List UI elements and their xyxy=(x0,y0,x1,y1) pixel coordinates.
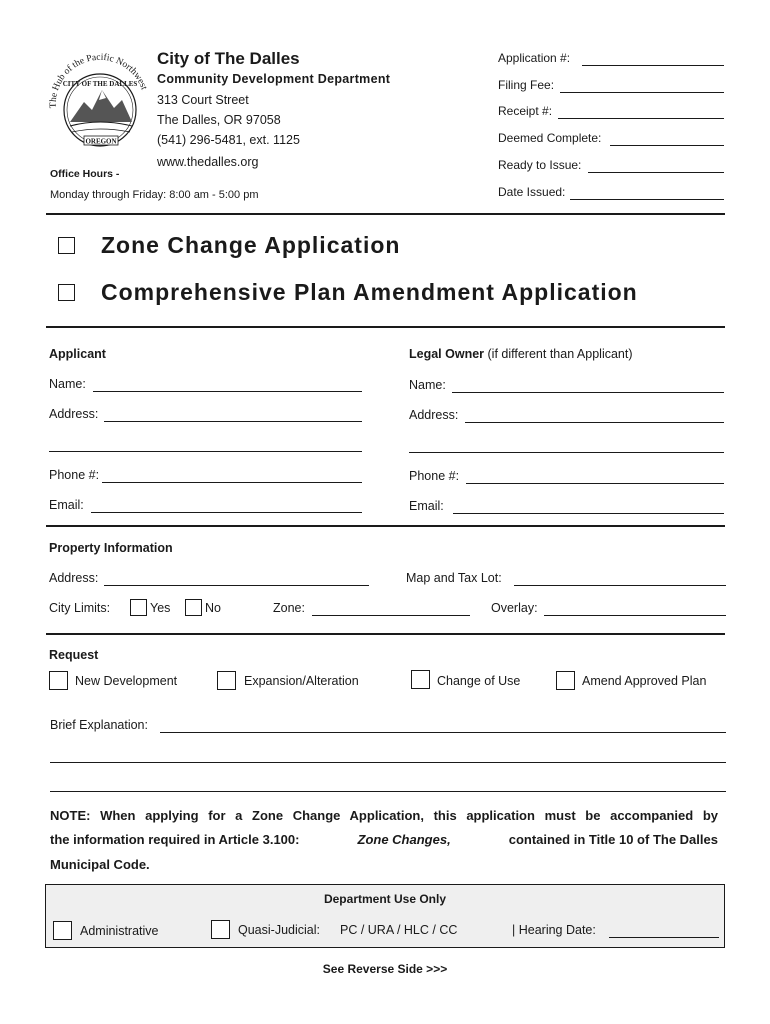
property-address-field[interactable] xyxy=(104,585,369,586)
zone-change-title: Zone Change Application xyxy=(101,232,401,258)
city-state-zip: The Dalles, OR 97058 xyxy=(157,113,281,127)
svg-text:OREGON: OREGON xyxy=(85,137,117,146)
applicant-phone-field[interactable] xyxy=(102,482,362,483)
city-limits-no-label: No xyxy=(205,601,221,615)
department-use-heading: Department Use Only xyxy=(323,892,447,906)
hearing-date-label: | Hearing Date: xyxy=(512,923,596,937)
request-heading: Request xyxy=(49,648,99,662)
note-line-2 xyxy=(50,832,718,847)
applicant-email-field[interactable] xyxy=(91,512,362,513)
owner-name-label: Name: xyxy=(409,378,446,392)
owner-address-field[interactable] xyxy=(465,422,724,423)
see-reverse-side: See Reverse Side >>> xyxy=(322,962,448,976)
office-field-label: Application #: xyxy=(498,51,571,65)
application-number-field[interactable] xyxy=(582,65,724,66)
overlay-label: Overlay: xyxy=(491,601,538,615)
note-line-2-a: the information required in Article 3.100: xyxy=(50,832,300,847)
brief-explanation-field-line3[interactable] xyxy=(50,791,726,792)
owner-address-label: Address: xyxy=(409,408,459,422)
date-issued-field[interactable] xyxy=(570,199,724,200)
titles-divider xyxy=(46,326,725,328)
office-hours: Monday through Friday: 8:00 am - 5:00 pm xyxy=(50,189,259,201)
property-divider xyxy=(46,633,725,635)
plan-amendment-title: Comprehensive Plan Amendment Application xyxy=(101,279,638,305)
zone-label: Zone: xyxy=(273,601,305,615)
city-limits-label: City Limits: xyxy=(49,601,111,615)
owner-email-field[interactable] xyxy=(453,513,724,514)
hearing-date-field[interactable] xyxy=(609,937,719,938)
applicant-name-label: Name: xyxy=(49,377,86,391)
owner-heading-group xyxy=(409,347,633,361)
receipt-number-field[interactable] xyxy=(558,118,724,119)
property-address-label: Address: xyxy=(49,571,99,585)
expansion-alteration-checkbox[interactable] xyxy=(217,671,236,690)
owner-address-field-line2[interactable] xyxy=(409,452,724,453)
city-seal-logo xyxy=(44,50,152,158)
administrative-checkbox[interactable] xyxy=(53,921,72,940)
brief-explanation-label: Brief Explanation: xyxy=(50,718,148,732)
department-name: Community Development Department xyxy=(157,72,391,86)
map-tax-lot-field[interactable] xyxy=(514,585,726,586)
amend-approved-plan-label: Amend Approved Plan xyxy=(582,674,707,688)
new-development-checkbox[interactable] xyxy=(49,671,68,690)
plan-amendment-checkbox[interactable] xyxy=(58,284,75,301)
applicant-email-label: Email: xyxy=(49,498,84,512)
note-line-3: Municipal Code. xyxy=(50,857,150,872)
expansion-alteration-label: Expansion/Alteration xyxy=(244,674,359,688)
property-heading: Property Information xyxy=(49,541,173,555)
change-of-use-label: Change of Use xyxy=(437,674,521,688)
quasi-judicial-checkbox[interactable] xyxy=(211,920,230,939)
office-field-label: Deemed Complete: xyxy=(498,131,602,145)
map-tax-lot-label: Map and Tax Lot: xyxy=(406,571,502,585)
note-line-2-emphasis: Zone Changes, xyxy=(357,832,451,847)
phone-number: (541) 296-5481, ext. 1125 xyxy=(157,133,300,147)
svg-text:The Hub of the Pacific Northwe: The Hub of the Pacific Northwest xyxy=(48,52,149,109)
new-development-label: New Development xyxy=(75,674,178,688)
applicant-divider xyxy=(46,525,725,527)
city-limits-yes-checkbox[interactable] xyxy=(130,599,147,616)
header-divider xyxy=(46,213,725,215)
website: www.thedalles.org xyxy=(157,155,259,169)
owner-name-field[interactable] xyxy=(452,392,724,393)
ready-to-issue-field[interactable] xyxy=(588,172,724,173)
city-name: City of The Dalles xyxy=(157,49,300,68)
change-of-use-checkbox[interactable] xyxy=(411,670,430,689)
note-line-1: NOTE: When applying for a Zone Change Application, this application must be accompanied by xyxy=(50,808,718,823)
office-field-label: Filing Fee: xyxy=(498,78,555,92)
svg-text:CITY OF THE DALLES: CITY OF THE DALLES xyxy=(62,80,138,88)
owner-heading: Legal Owner xyxy=(409,347,485,361)
brief-explanation-field-line2[interactable] xyxy=(50,762,726,763)
office-field-label: Ready to Issue: xyxy=(498,158,582,172)
city-limits-no-checkbox[interactable] xyxy=(185,599,202,616)
zone-change-checkbox[interactable] xyxy=(58,237,75,254)
zone-field[interactable] xyxy=(312,615,470,616)
applicant-address-label: Address: xyxy=(49,407,99,421)
applicant-name-field[interactable] xyxy=(93,391,362,392)
city-limits-yes-label: Yes xyxy=(150,601,171,615)
amend-approved-plan-checkbox[interactable] xyxy=(556,671,575,690)
owner-email-label: Email: xyxy=(409,499,444,513)
overlay-field[interactable] xyxy=(544,615,726,616)
quasi-judicial-label: Quasi-Judicial: xyxy=(238,923,320,937)
applicant-address-field-line2[interactable] xyxy=(49,451,362,452)
office-field-label: Date Issued: xyxy=(498,185,566,199)
applicant-heading: Applicant xyxy=(49,347,106,361)
owner-phone-field[interactable] xyxy=(466,483,724,484)
brief-explanation-field[interactable] xyxy=(160,732,726,733)
street-address: 313 Court Street xyxy=(157,93,249,107)
deemed-complete-field[interactable] xyxy=(610,145,724,146)
applicant-address-field[interactable] xyxy=(104,421,362,422)
office-field-label: Receipt #: xyxy=(498,104,553,118)
owner-phone-label: Phone #: xyxy=(409,469,460,483)
note-line-2-b: contained in Title 10 of The Dalles xyxy=(508,832,718,847)
owner-heading-note: (if different than Applicant) xyxy=(487,347,633,361)
filing-fee-field[interactable] xyxy=(560,92,724,93)
applicant-phone-label: Phone #: xyxy=(49,468,100,482)
office-hours-label: Office Hours - xyxy=(50,168,120,180)
administrative-label: Administrative xyxy=(80,924,159,938)
hearing-bodies: PC / URA / HLC / CC xyxy=(340,923,458,937)
